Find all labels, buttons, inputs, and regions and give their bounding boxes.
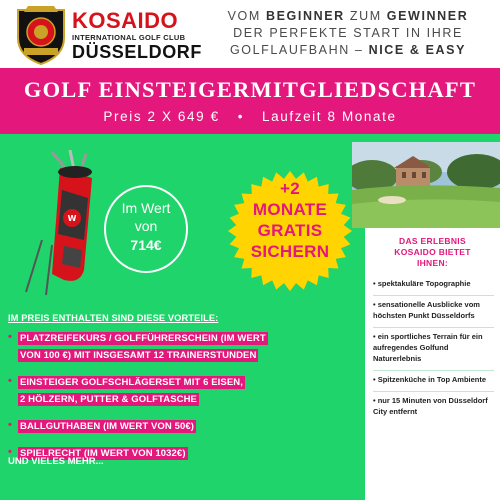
tagline-line-3: GOLFLAUFBAHN – NICE & EASY: [229, 43, 467, 57]
included-item: [8, 418, 358, 435]
experience-item: • spektakuläre Topographie: [373, 279, 471, 288]
included-heading-pre: IM PREIS ENTHALTEN SIND DIESE: [8, 313, 168, 323]
tagline-line-1: VOM BEGINNER ZUM GEWINNER: [227, 9, 469, 23]
included-item-text: PLATZREIFEKURS / GOLFFÜHRERSCHEIN (IM WERT: [20, 333, 266, 344]
bonus-line-1: +2: [280, 179, 300, 198]
offer-band: [0, 68, 500, 134]
experience-item: • sensationelle Ausblicke vom höchsten Punkt Düsseldorfs: [373, 295, 494, 321]
bonus-line-3: GRATIS: [257, 221, 323, 240]
included-item-text: SPIELRECHT (IM WERT VON 1032€): [20, 448, 186, 459]
golf-bag-image: [12, 150, 112, 300]
bonus-line-4: SICHERN: [250, 242, 330, 261]
bullet-icon: •: [8, 331, 12, 343]
included-item-text: VON 100 €) MIT INSGESAMT 12 TRAINERSTUNDEN: [20, 350, 257, 361]
worth-von: von: [134, 218, 158, 234]
bullet-icon: •: [8, 375, 12, 387]
experience-title-line: IHNEN:: [416, 258, 449, 268]
header: [0, 0, 500, 68]
included-item-text: 2 HÖLZERN, PUTTER & GOLFTASCHE: [20, 394, 197, 405]
included-heading-post: VORTEILE:: [167, 313, 219, 323]
worth-circle: [104, 185, 188, 273]
bonus-badge: [225, 168, 355, 294]
bullet-icon: •: [8, 419, 12, 431]
experience-item: • ein sportliches Terrain für ein aufregendes Golfund Naturerlebnis: [373, 327, 494, 364]
offer-duration: Laufzeit 8 Monate: [262, 109, 397, 124]
worth-label: Im Wert: [121, 200, 171, 216]
experience-title-line: DAS ERLEBNIS: [399, 236, 466, 246]
included-item-text: BALLGUTHABEN (IM WERT VON 50€): [20, 421, 194, 432]
included-list: [8, 330, 358, 472]
and-more-text: UND VIELES MEHR...: [8, 456, 104, 467]
experience-title: [365, 228, 500, 269]
club-crest-logo: [14, 4, 68, 66]
offer-separator: •: [237, 109, 245, 124]
bonus-badge-text: [225, 178, 355, 262]
brand-city: DÜSSELDORF: [72, 42, 203, 62]
bonus-line-2: MONATE: [252, 200, 328, 219]
experience-title-line: KOSAIDO BIETET: [394, 247, 471, 257]
brand-name: KOSAIDO: [72, 8, 179, 33]
experience-item: • Spitzenküche in Top Ambiente: [373, 370, 494, 385]
experience-list: [365, 269, 500, 417]
included-item: [8, 330, 358, 364]
svg-text:W: W: [67, 214, 77, 223]
included-item: [8, 374, 358, 408]
experience-panel: [365, 228, 500, 500]
experience-item: • nur 15 Minuten von Düsseldorf City entfernt: [373, 391, 494, 417]
offer-title: GOLF EINSTEIGERMITGLIEDSCHAFT: [23, 77, 477, 102]
brand-subtitle: INTERNATIONAL GOLF CLUB: [72, 33, 186, 42]
worth-value: 714€: [130, 237, 162, 253]
tagline-line-2: DER PERFEKTE START IN IHRE: [233, 26, 463, 40]
tagline: [200, 8, 496, 59]
included-item-text: EINSTEIGER GOLFSCHLÄGERSET MIT 6 EISEN,: [20, 377, 243, 388]
clubhouse-photo: [352, 142, 500, 228]
included-heading: [8, 313, 218, 323]
offer-details: [0, 109, 500, 124]
brand-block: [72, 10, 202, 62]
bullet-icon: •: [8, 446, 12, 458]
offer-price: Preis 2 X 649 €: [103, 109, 220, 124]
